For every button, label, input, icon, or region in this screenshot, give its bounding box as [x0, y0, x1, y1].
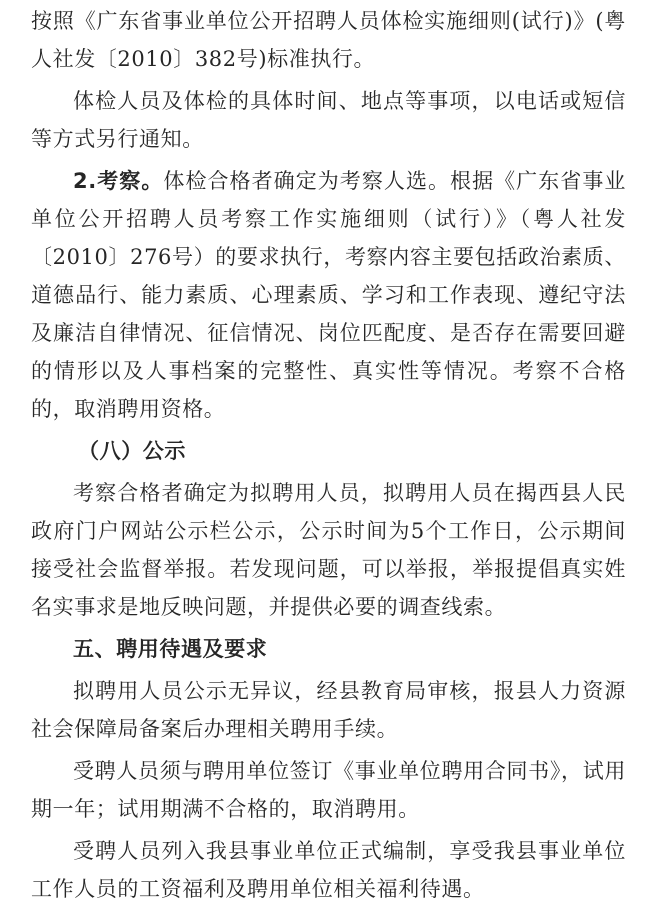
paragraph-hiring-procedure: 拟聘用人员公示无异议，经县教育局审核，报县人力资源社会保障局备案后办理相关聘用手续。 [31, 679, 626, 741]
paragraph-inspection [31, 162, 626, 428]
paragraph-contract: 受聘人员须与聘用单位签订《事业单位聘用合同书》，试用期一年；试用期满不合格的，取消聘用。 [31, 759, 626, 821]
paragraph-publicity: 考察合格者确定为拟聘用人员，拟聘用人员在揭西县人民政府门户网站公示栏公示，公示时间为5个工作日，公示期间接受社会监督举报。若发现问题，可以举报，举报提倡真实姓名实事求是地反映问题，并提供必要的调查线索。 [31, 481, 626, 619]
inspection-body: 体检合格者确定为考察人选。根据《广东省事业单位公开招聘人员考察工作实施细则（试行）》（粤人社发〔2010〕276号）的要求执行，考察内容主要包括政治素质、道德品行、能力素质、心理素质、学习和工作表现、遵纪守法及廉洁自律情况、征信情况、岗位匹配度、是否存在需要回避的情形以及人事档案的完整性、真实性等情况。考察不合格的，取消聘用资格。 [31, 169, 626, 421]
paragraph-medical-standard: 按照《广东省事业单位公开招聘人员体检实施细则(试行)》(粤人社发〔2010〕382号)标准执行。 [31, 9, 626, 71]
heading-publicity: （八）公示 [78, 439, 186, 463]
inspection-lead: 2.考察。 [73, 169, 164, 193]
paragraph-medical-notice: 体检人员及体检的具体时间、地点等事项，以电话或短信等方式另行通知。 [31, 89, 626, 151]
heading-section-five: 五、聘用待遇及要求 [73, 637, 268, 661]
paragraph-benefits: 受聘人员列入我县事业单位正式编制，享受我县事业单位工作人员的工资福利及聘用单位相关福利待遇。 [31, 839, 626, 901]
